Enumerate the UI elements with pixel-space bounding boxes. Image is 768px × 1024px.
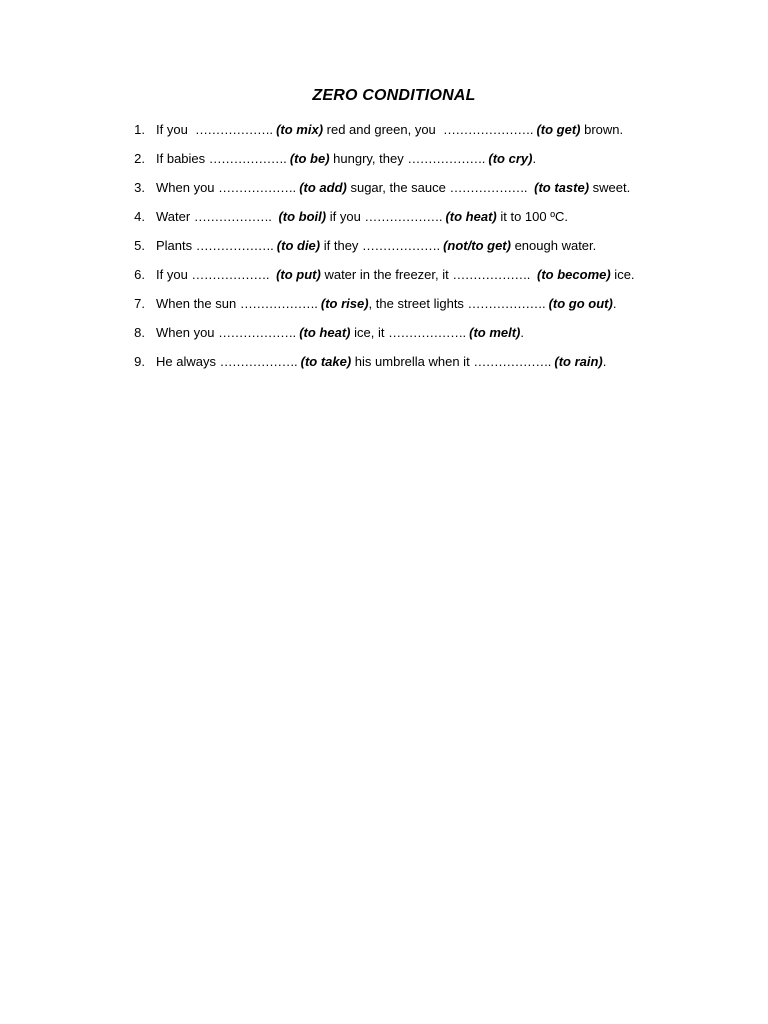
item-text <box>269 267 276 282</box>
verb-hint: (to put) <box>276 266 321 282</box>
answer-blank: ………………. <box>195 121 273 137</box>
verb-hint: (not/to get) <box>443 237 511 253</box>
item-text: sweet. <box>589 179 631 195</box>
item-text: ice, it <box>350 324 389 340</box>
item-text: if you <box>326 208 365 224</box>
answer-blank: ………………. <box>218 179 296 195</box>
item-text: . <box>612 295 617 311</box>
item-text: , the street lights <box>368 295 468 311</box>
verb-hint: (to heat) <box>445 208 497 224</box>
item-text: If you <box>156 266 192 282</box>
answer-blank: ………………. <box>364 208 442 224</box>
verb-hint: (to heat) <box>299 324 351 340</box>
verb-hint: (to go out) <box>548 295 613 311</box>
item-sentence <box>156 236 596 256</box>
answer-blank: ………………. <box>449 179 527 195</box>
item-text: his umbrella when it <box>351 353 474 369</box>
verb-hint: (to taste) <box>534 179 590 195</box>
item-sentence <box>156 294 616 314</box>
item-text: water in the freezer, it <box>320 266 453 282</box>
item-text <box>530 267 537 282</box>
verb-hint: (to take) <box>300 353 352 369</box>
item-text: sugar, the sauce <box>346 179 450 195</box>
exercise-item <box>128 173 748 202</box>
verb-hint: (to die) <box>276 237 321 253</box>
item-sentence <box>156 207 568 227</box>
item-number: 5. <box>134 237 145 253</box>
verb-hint: (to become) <box>537 266 611 282</box>
exercise-item <box>128 144 748 173</box>
item-number: 4. <box>134 208 145 224</box>
item-number: 7. <box>134 295 145 311</box>
item-sentence <box>156 149 536 169</box>
exercise-item <box>128 115 748 144</box>
item-sentence <box>156 265 635 285</box>
item-text: enough water. <box>510 237 597 253</box>
item-text: . <box>520 324 525 340</box>
verb-hint: (to mix) <box>276 121 324 137</box>
item-text: When you <box>156 324 219 340</box>
item-sentence <box>156 178 630 198</box>
item-number: 2. <box>134 150 145 166</box>
item-text: it to 100 ºC. <box>496 208 568 224</box>
exercise-item <box>128 202 748 231</box>
item-text: brown. <box>580 121 624 137</box>
answer-blank: ………………. <box>388 324 466 340</box>
item-number: 8. <box>134 324 145 340</box>
verb-hint: (to cry) <box>488 150 533 166</box>
item-number: 9. <box>134 353 145 369</box>
exercise-list <box>128 115 748 376</box>
answer-blank: ………………. <box>193 208 272 224</box>
item-sentence <box>156 323 524 343</box>
item-number: 1. <box>134 121 145 137</box>
item-text: Plants <box>156 237 196 253</box>
answer-blank: ………………. <box>362 237 440 253</box>
exercise-item <box>128 231 748 260</box>
item-sentence <box>156 352 606 372</box>
item-text: When the sun <box>156 295 240 311</box>
item-text: When you <box>156 179 219 195</box>
item-text: He always <box>156 353 220 369</box>
item-text: If babies <box>156 150 209 166</box>
verb-hint: (to add) <box>299 179 347 195</box>
worksheet-title: ZERO CONDITIONAL <box>312 87 476 104</box>
answer-blank: ………………. <box>407 150 485 166</box>
item-text: if they <box>320 237 363 253</box>
item-text: red and green, you <box>323 121 444 137</box>
answer-blank: ………………. <box>218 324 296 340</box>
verb-hint: (to get) <box>536 121 581 137</box>
exercise-item <box>128 260 748 289</box>
verb-hint: (to boil) <box>278 208 327 224</box>
exercise-item <box>128 318 748 347</box>
item-sentence <box>156 120 623 140</box>
answer-blank: ………………. <box>239 295 318 311</box>
verb-hint: (to rain) <box>554 353 603 369</box>
answer-blank: ………………. <box>452 266 530 282</box>
item-number: 6. <box>134 266 145 282</box>
answer-blank: ………………. <box>208 150 287 166</box>
item-text: . <box>532 150 537 166</box>
exercise-item <box>128 289 748 318</box>
item-text: ice. <box>610 266 635 282</box>
verb-hint: (to melt) <box>469 324 521 340</box>
item-text: hungry, they <box>329 150 408 166</box>
answer-blank: ………………. <box>191 266 269 282</box>
answer-blank: ………………. <box>195 237 274 253</box>
answer-blank: ………………. <box>219 353 297 369</box>
exercise-item <box>128 347 748 376</box>
answer-blank: ………………. <box>467 295 545 311</box>
answer-blank: …………………. <box>443 121 533 137</box>
item-text: If you <box>156 121 196 137</box>
verb-hint: (to be) <box>289 150 330 166</box>
item-text: Water <box>156 208 194 224</box>
answer-blank: ………………. <box>473 353 551 369</box>
verb-hint: (to rise) <box>320 295 369 311</box>
item-number: 3. <box>134 179 145 195</box>
item-text: . <box>602 353 607 369</box>
